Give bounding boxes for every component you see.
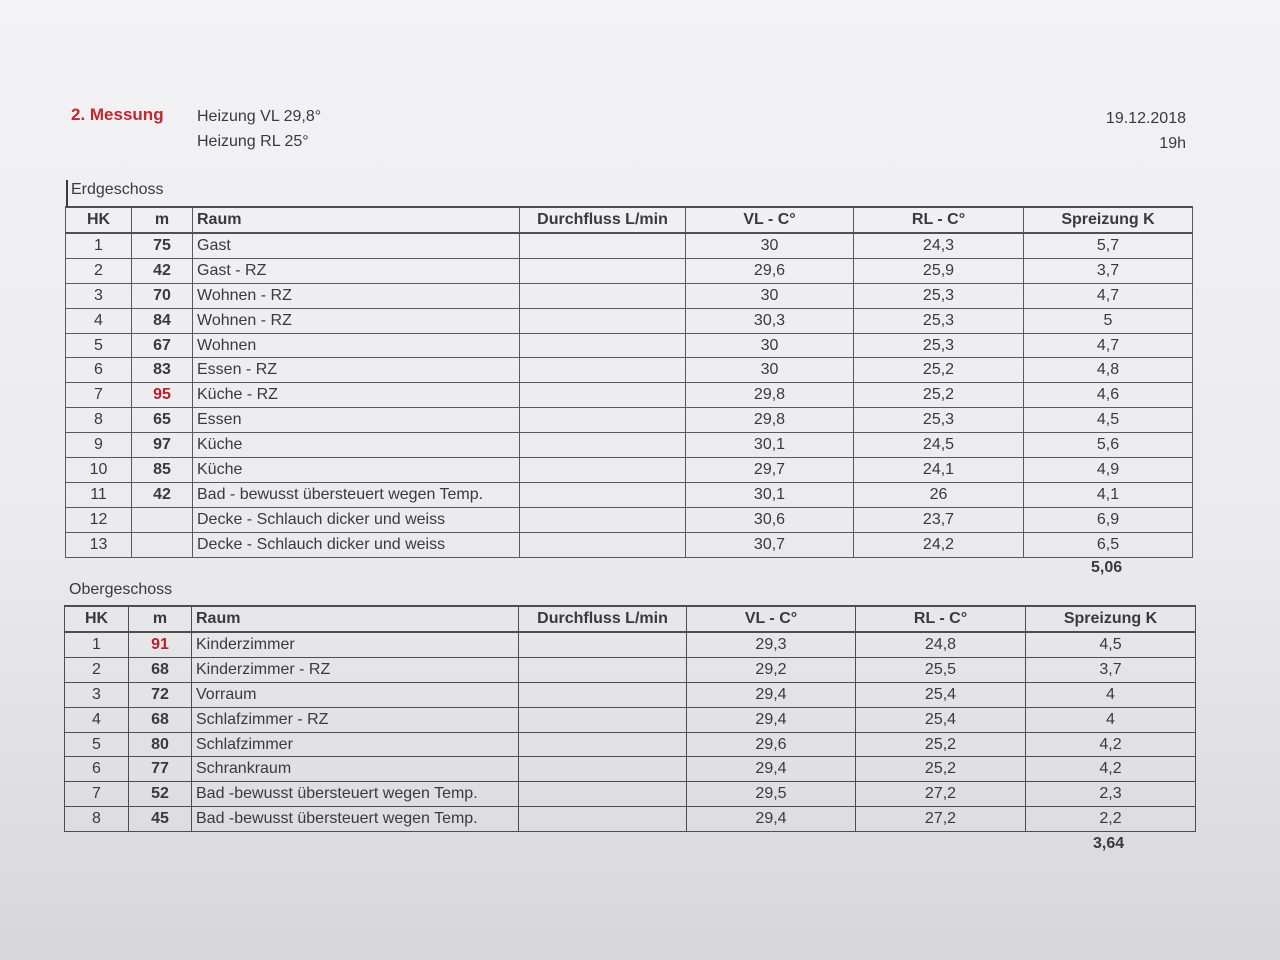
cell-spreizung: 6,5 bbox=[1024, 532, 1193, 557]
cell-rl: 23,7 bbox=[854, 507, 1024, 532]
cell-rl: 27,2 bbox=[856, 807, 1026, 832]
cell-durchfluss bbox=[519, 657, 687, 682]
table-row bbox=[66, 482, 1193, 507]
cell-spreizung: 4,8 bbox=[1024, 358, 1193, 383]
col-header-m: m bbox=[132, 207, 193, 233]
cell-vl: 29,6 bbox=[687, 732, 856, 757]
cell-durchfluss bbox=[519, 732, 687, 757]
cell-m: 70 bbox=[132, 283, 193, 308]
cell-durchfluss bbox=[520, 358, 686, 383]
cell-vl: 30 bbox=[686, 233, 854, 258]
cell-spreizung: 5 bbox=[1024, 308, 1193, 333]
cell-spreizung: 3,7 bbox=[1024, 258, 1193, 283]
cell-spreizung: 5,7 bbox=[1024, 233, 1193, 258]
cell-vl: 29,4 bbox=[687, 707, 856, 732]
cell-vl: 29,8 bbox=[686, 383, 854, 408]
cell-vl: 29,7 bbox=[686, 458, 854, 483]
cell-vl: 30,1 bbox=[686, 482, 854, 507]
cell-raum: Decke - Schlauch dicker und weiss bbox=[193, 507, 520, 532]
cell-vl: 29,4 bbox=[687, 682, 856, 707]
cell-spreizung: 4,5 bbox=[1024, 408, 1193, 433]
table-row bbox=[65, 657, 1196, 682]
cell-hk: 8 bbox=[65, 807, 129, 832]
cell-rl: 25,3 bbox=[854, 283, 1024, 308]
cell-hk: 1 bbox=[66, 233, 132, 258]
table-row bbox=[66, 383, 1193, 408]
col-header-m: m bbox=[129, 606, 192, 632]
cell-vl: 29,8 bbox=[686, 408, 854, 433]
cell-rl: 25,4 bbox=[856, 707, 1026, 732]
cell-durchfluss bbox=[520, 507, 686, 532]
cell-m: 75 bbox=[132, 233, 193, 258]
cell-durchfluss bbox=[520, 308, 686, 333]
cell-raum: Wohnen - RZ bbox=[193, 308, 520, 333]
cell-vl: 29,4 bbox=[687, 807, 856, 832]
cell-m: 72 bbox=[129, 682, 192, 707]
cell-spreizung: 4,1 bbox=[1024, 482, 1193, 507]
cell-spreizung: 4,7 bbox=[1024, 333, 1193, 358]
table-row bbox=[65, 782, 1196, 807]
cell-vl: 29,5 bbox=[687, 782, 856, 807]
col-header-hk: HK bbox=[66, 207, 132, 233]
cell-rl: 25,4 bbox=[856, 682, 1026, 707]
cell-m: 85 bbox=[132, 458, 193, 483]
cell-rl: 25,5 bbox=[856, 657, 1026, 682]
cell-hk: 9 bbox=[66, 433, 132, 458]
col-header-spreizung: Spreizung K bbox=[1026, 606, 1196, 632]
cell-durchfluss bbox=[520, 258, 686, 283]
cell-vl: 30 bbox=[686, 283, 854, 308]
heating-supply-temp: Heizung VL 29,8° bbox=[197, 108, 322, 125]
table-row bbox=[66, 507, 1193, 532]
table-row bbox=[65, 732, 1196, 757]
cell-durchfluss bbox=[519, 707, 687, 732]
cell-m: 97 bbox=[132, 433, 193, 458]
cell-raum: Schlafzimmer bbox=[192, 732, 519, 757]
table-row bbox=[65, 707, 1196, 732]
cell-durchfluss bbox=[520, 532, 686, 557]
cell-spreizung: 6,9 bbox=[1024, 507, 1193, 532]
cell-m bbox=[132, 532, 193, 557]
cell-raum: Bad -bewusst übersteuert wegen Temp. bbox=[192, 807, 519, 832]
table-header-row bbox=[66, 207, 1193, 233]
cell-vl: 29,6 bbox=[686, 258, 854, 283]
cell-hk: 10 bbox=[66, 458, 132, 483]
cell-vl: 29,3 bbox=[687, 632, 856, 657]
cell-m: 80 bbox=[129, 732, 192, 757]
cell-raum: Schlafzimmer - RZ bbox=[192, 707, 519, 732]
section-marker bbox=[66, 180, 68, 206]
cell-raum: Küche bbox=[193, 433, 520, 458]
cell-raum: Essen bbox=[193, 408, 520, 433]
cell-rl: 25,3 bbox=[854, 308, 1024, 333]
cell-spreizung: 4 bbox=[1026, 707, 1196, 732]
table-row bbox=[66, 358, 1193, 383]
cell-m: 67 bbox=[132, 333, 193, 358]
cell-m: 68 bbox=[129, 657, 192, 682]
cell-raum: Küche - RZ bbox=[193, 383, 520, 408]
cell-spreizung: 4,2 bbox=[1026, 732, 1196, 757]
cell-rl: 25,3 bbox=[854, 408, 1024, 433]
cell-raum: Wohnen - RZ bbox=[193, 283, 520, 308]
table-row bbox=[66, 408, 1193, 433]
cell-hk: 6 bbox=[66, 358, 132, 383]
cell-rl: 25,2 bbox=[854, 383, 1024, 408]
cell-vl: 30,7 bbox=[686, 532, 854, 557]
table-row bbox=[65, 682, 1196, 707]
cell-vl: 29,2 bbox=[687, 657, 856, 682]
col-header-spreizung: Spreizung K bbox=[1024, 207, 1193, 233]
cell-raum: Vorraum bbox=[192, 682, 519, 707]
cell-hk: 11 bbox=[66, 482, 132, 507]
table-header-row bbox=[65, 606, 1196, 632]
table-row bbox=[66, 532, 1193, 557]
cell-spreizung: 4,7 bbox=[1024, 283, 1193, 308]
cell-rl: 25,9 bbox=[854, 258, 1024, 283]
cell-m: 84 bbox=[132, 308, 193, 333]
cell-rl: 24,5 bbox=[854, 433, 1024, 458]
cell-raum: Essen - RZ bbox=[193, 358, 520, 383]
cell-rl: 25,2 bbox=[856, 732, 1026, 757]
table-row bbox=[66, 308, 1193, 333]
col-header-hk: HK bbox=[65, 606, 129, 632]
average-spreizung-obergeschoss: 3,64 bbox=[1093, 835, 1125, 852]
cell-durchfluss bbox=[519, 757, 687, 782]
cell-m: 52 bbox=[129, 782, 192, 807]
cell-raum: Gast bbox=[193, 233, 520, 258]
cell-spreizung: 4,9 bbox=[1024, 458, 1193, 483]
cell-m: 95 bbox=[132, 383, 193, 408]
cell-hk: 8 bbox=[66, 408, 132, 433]
cell-raum: Schrankraum bbox=[192, 757, 519, 782]
cell-hk: 4 bbox=[65, 707, 129, 732]
cell-vl: 30 bbox=[686, 358, 854, 383]
table-erdgeschoss bbox=[65, 206, 1193, 558]
col-header-vl: VL - C° bbox=[687, 606, 856, 632]
cell-raum: Kinderzimmer - RZ bbox=[192, 657, 519, 682]
cell-hk: 5 bbox=[65, 732, 129, 757]
cell-raum: Decke - Schlauch dicker und weiss bbox=[193, 532, 520, 557]
cell-hk: 12 bbox=[66, 507, 132, 532]
section-title-erdgeschoss: Erdgeschoss bbox=[71, 181, 164, 198]
col-header-vl: VL - C° bbox=[686, 207, 854, 233]
table-row bbox=[66, 433, 1193, 458]
cell-raum: Küche bbox=[193, 458, 520, 483]
cell-vl: 30,3 bbox=[686, 308, 854, 333]
cell-rl: 27,2 bbox=[856, 782, 1026, 807]
cell-hk: 7 bbox=[66, 383, 132, 408]
cell-hk: 1 bbox=[65, 632, 129, 657]
table-row bbox=[66, 333, 1193, 358]
measurement-date: 19.12.2018 bbox=[1105, 110, 1186, 127]
cell-m: 83 bbox=[132, 358, 193, 383]
cell-vl: 29,4 bbox=[687, 757, 856, 782]
cell-raum: Bad -bewusst übersteuert wegen Temp. bbox=[192, 782, 519, 807]
table-row bbox=[65, 632, 1196, 657]
cell-durchfluss bbox=[520, 482, 686, 507]
cell-vl: 30 bbox=[686, 333, 854, 358]
cell-spreizung: 2,2 bbox=[1026, 807, 1196, 832]
cell-raum: Wohnen bbox=[193, 333, 520, 358]
cell-hk: 2 bbox=[65, 657, 129, 682]
cell-durchfluss bbox=[520, 333, 686, 358]
cell-hk: 4 bbox=[66, 308, 132, 333]
cell-spreizung: 4,2 bbox=[1026, 757, 1196, 782]
table-row bbox=[66, 458, 1193, 483]
cell-hk: 3 bbox=[66, 283, 132, 308]
cell-m: 65 bbox=[132, 408, 193, 433]
cell-hk: 2 bbox=[66, 258, 132, 283]
cell-durchfluss bbox=[520, 458, 686, 483]
cell-m: 77 bbox=[129, 757, 192, 782]
cell-durchfluss bbox=[519, 807, 687, 832]
section-title-obergeschoss: Obergeschoss bbox=[69, 581, 173, 598]
cell-durchfluss bbox=[519, 682, 687, 707]
col-header-rl: RL - C° bbox=[854, 207, 1024, 233]
table-row bbox=[66, 258, 1193, 283]
cell-vl: 30,6 bbox=[686, 507, 854, 532]
cell-rl: 25,2 bbox=[854, 358, 1024, 383]
table-obergeschoss bbox=[64, 605, 1196, 832]
cell-rl: 25,3 bbox=[854, 333, 1024, 358]
cell-hk: 3 bbox=[65, 682, 129, 707]
cell-durchfluss bbox=[520, 233, 686, 258]
cell-durchfluss bbox=[520, 283, 686, 308]
cell-durchfluss bbox=[520, 433, 686, 458]
col-header-raum: Raum bbox=[192, 606, 519, 632]
col-header-raum: Raum bbox=[193, 207, 520, 233]
cell-rl: 24,2 bbox=[854, 532, 1024, 557]
measurement-title: 2. Messung bbox=[71, 105, 164, 124]
cell-spreizung: 5,6 bbox=[1024, 433, 1193, 458]
cell-durchfluss bbox=[520, 383, 686, 408]
cell-m: 91 bbox=[129, 632, 192, 657]
cell-spreizung: 3,7 bbox=[1026, 657, 1196, 682]
table-row bbox=[65, 757, 1196, 782]
cell-rl: 24,1 bbox=[854, 458, 1024, 483]
cell-m: 42 bbox=[132, 258, 193, 283]
cell-m: 42 bbox=[132, 482, 193, 507]
cell-raum: Bad - bewusst übersteuert wegen Temp. bbox=[193, 482, 520, 507]
cell-raum: Kinderzimmer bbox=[192, 632, 519, 657]
average-spreizung-erdgeschoss: 5,06 bbox=[1091, 559, 1123, 576]
cell-spreizung: 2,3 bbox=[1026, 782, 1196, 807]
cell-m: 45 bbox=[129, 807, 192, 832]
cell-durchfluss bbox=[520, 408, 686, 433]
col-header-durchfluss: Durchfluss L/min bbox=[520, 207, 686, 233]
table-row bbox=[66, 283, 1193, 308]
cell-spreizung: 4,5 bbox=[1026, 632, 1196, 657]
heating-return-temp: Heizung RL 25° bbox=[197, 133, 309, 150]
measurement-time: 19h bbox=[1159, 135, 1186, 152]
cell-hk: 7 bbox=[65, 782, 129, 807]
cell-spreizung: 4 bbox=[1026, 682, 1196, 707]
cell-rl: 24,3 bbox=[854, 233, 1024, 258]
cell-spreizung: 4,6 bbox=[1024, 383, 1193, 408]
cell-vl: 30,1 bbox=[686, 433, 854, 458]
cell-hk: 13 bbox=[66, 532, 132, 557]
cell-durchfluss bbox=[519, 632, 687, 657]
cell-hk: 5 bbox=[66, 333, 132, 358]
cell-rl: 26 bbox=[854, 482, 1024, 507]
cell-m: 68 bbox=[129, 707, 192, 732]
table-row bbox=[66, 233, 1193, 258]
cell-durchfluss bbox=[519, 782, 687, 807]
cell-hk: 6 bbox=[65, 757, 129, 782]
cell-rl: 25,2 bbox=[856, 757, 1026, 782]
cell-m bbox=[132, 507, 193, 532]
col-header-durchfluss: Durchfluss L/min bbox=[519, 606, 687, 632]
table-row bbox=[65, 807, 1196, 832]
cell-rl: 24,8 bbox=[856, 632, 1026, 657]
cell-raum: Gast - RZ bbox=[193, 258, 520, 283]
col-header-rl: RL - C° bbox=[856, 606, 1026, 632]
